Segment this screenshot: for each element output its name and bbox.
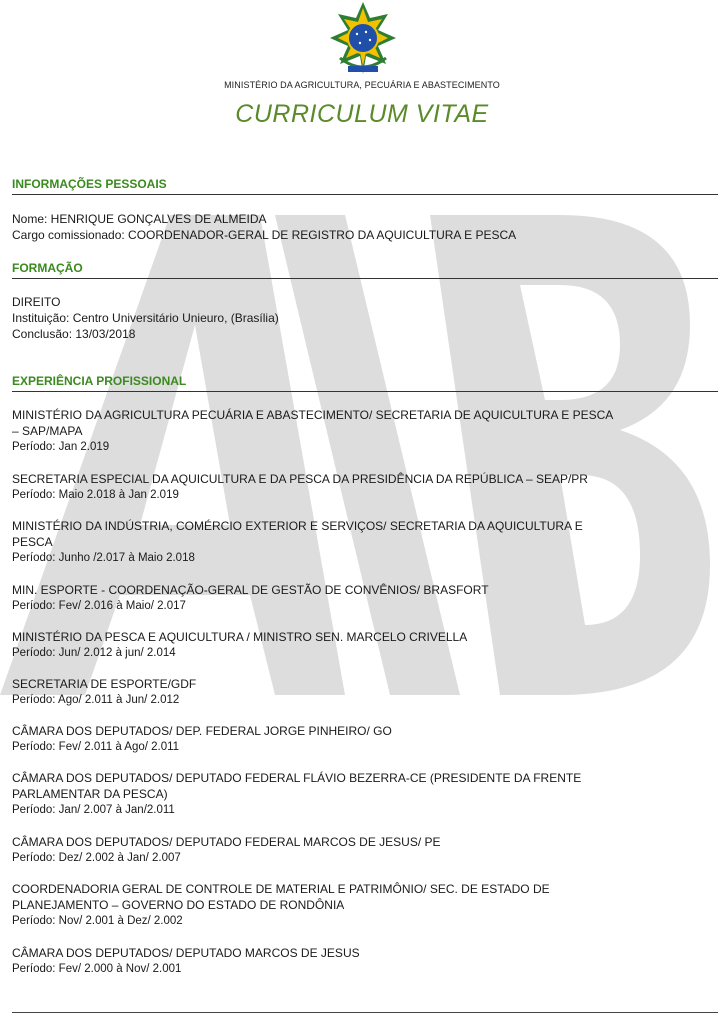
experience-item-period: Período: Fev/ 2.000 à Nov/ 2.001: [12, 963, 182, 975]
experience-item-period: Período: Fev/ 2.011 à Ago/ 2.011: [12, 741, 180, 753]
page-title: CURRICULUM VITAE: [235, 100, 489, 128]
experience-item-title: CÂMARA DOS DEPUTADOS/ DEPUTADO FEDERAL MARCOS DE JESUS/ PE: [12, 835, 441, 849]
education-course: DIREITO: [12, 295, 61, 309]
experience-item-title: MINISTÉRIO DA PESCA E AQUICULTURA / MINISTRO SEN. MARCELO CRIVELLA: [12, 630, 468, 644]
experience-item-title: MINISTÉRIO DA AGRICULTURA PECUÁRIA E ABASTECIMENTO/ SECRETARIA DE AQUICULTURA E PESCA: [12, 408, 614, 422]
experience-item-title: MIN. ESPORTE - COORDENAÇÃO-GERAL DE GESTÃO DE CONVÊNIOS/ BRASFORT: [12, 583, 489, 597]
personal-name: Nome: HENRIQUE GONÇALVES DE ALMEIDA: [12, 212, 267, 226]
section-heading-education: FORMAÇÃO: [12, 261, 718, 279]
experience-item-title-cont: – SAP/MAPA: [12, 424, 83, 438]
experience-item-title-cont: PLANEJAMENTO – GOVERNO DO ESTADO DE RONDÔNIA: [12, 898, 345, 912]
experience-item-period: Período: Jun/ 2.012 à jun/ 2.014: [12, 647, 176, 659]
brazil-coat-of-arms-icon: [326, 0, 400, 78]
experience-item-title: CÂMARA DOS DEPUTADOS/ DEP. FEDERAL JORGE PINHEIRO/ GO: [12, 724, 392, 738]
ministry-name: MINISTÉRIO DA AGRICULTURA, PECUÁRIA E ABASTECIMENTO: [224, 80, 500, 90]
experience-item-title: SECRETARIA DE ESPORTE/GDF: [12, 677, 197, 691]
experience-item-title-cont: PESCA: [12, 535, 53, 549]
experience-item-title: CÂMARA DOS DEPUTADOS/ DEPUTADO MARCOS DE JESUS: [12, 946, 360, 960]
experience-item-period: Período: Jan/ 2.007 à Jan/2.011: [12, 804, 175, 816]
section-heading-experience: EXPERIÊNCIA PROFISSIONAL: [12, 374, 718, 392]
experience-item-period: Período: Junho /2.017 à Maio 2.018: [12, 552, 195, 564]
experience-item-period: Período: Ago/ 2.011 à Jun/ 2.012: [12, 694, 180, 706]
section-heading-personal: INFORMAÇÕES PESSOAIS: [12, 177, 718, 195]
experience-item-period: Período: Jan 2.019: [12, 441, 110, 453]
bottom-divider: [12, 1012, 718, 1013]
experience-item-title-cont: PARLAMENTAR DA PESCA): [12, 787, 168, 801]
personal-role: Cargo comissionado: COORDENADOR-GERAL DE REGISTRO DA AQUICULTURA E PESCA: [12, 228, 517, 242]
experience-item-title: SECRETARIA ESPECIAL DA AQUICULTURA E DA PESCA DA PRESIDÊNCIA DA REPÚBLICA – SEAP/PR: [12, 472, 588, 486]
experience-item-period: Período: Dez/ 2.002 à Jan/ 2.007: [12, 852, 181, 864]
experience-item-period: Período: Nov/ 2.001 à Dez/ 2.002: [12, 915, 183, 927]
experience-item-title: CÂMARA DOS DEPUTADOS/ DEPUTADO FEDERAL FLÁVIO BEZERRA-CE (PRESIDENTE DA FRENTE: [12, 771, 582, 785]
education-conclusion: Conclusão: 13/03/2018: [12, 327, 136, 341]
experience-item-title: COORDENADORIA GERAL DE CONTROLE DE MATERIAL E PATRIMÔNIO/ SEC. DE ESTADO DE: [12, 882, 550, 896]
experience-item-period: Período: Fev/ 2.016 à Maio/ 2.017: [12, 600, 186, 612]
education-institution: Instituição: Centro Universitário Unieuro, (Brasília): [12, 311, 279, 325]
experience-item-title: MINISTÉRIO DA INDÚSTRIA, COMÉRCIO EXTERIOR E SERVIÇOS/ SECRETARIA DA AQUICULTURA E: [12, 519, 583, 533]
experience-item-period: Período: Maio 2.018 à Jan 2.019: [12, 489, 179, 501]
